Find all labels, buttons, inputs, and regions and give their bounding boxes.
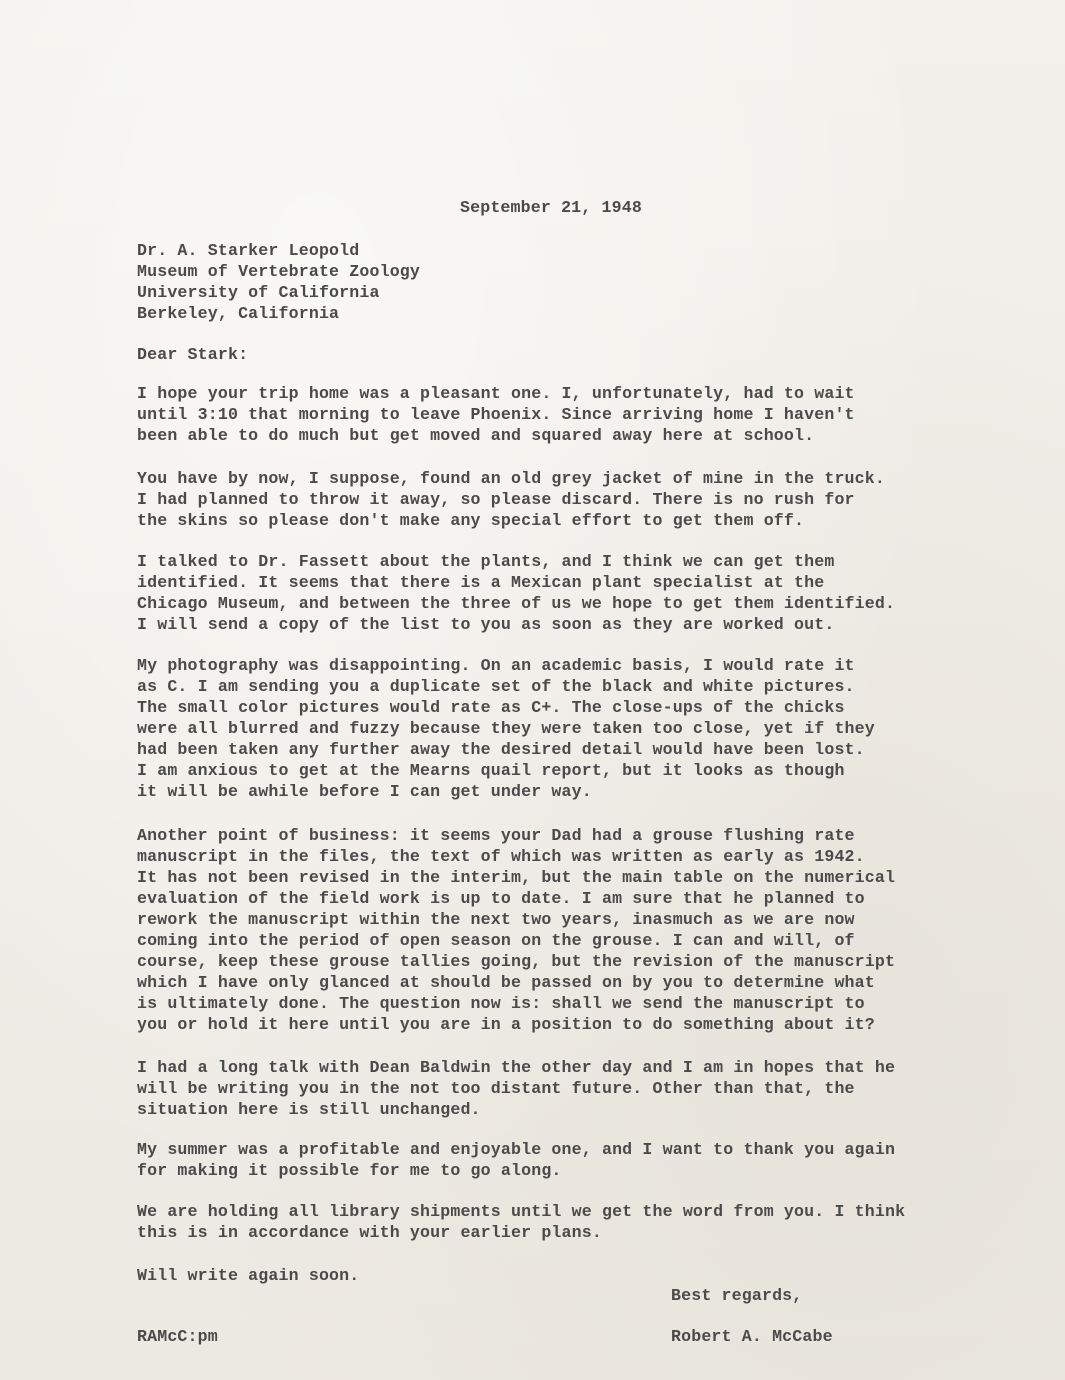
paragraph-dean-baldwin: I had a long talk with Dean Baldwin the other day and I am in hopes that he will be writing you in the not too distant future. Other than that, the situation here is still unchanged. — [137, 1058, 896, 1119]
signer-name: Robert A. McCabe — [671, 1327, 833, 1346]
closing: Best regards, — [671, 1286, 803, 1305]
paragraph-jacket: You have by now, I suppose, found an old grey jacket of mine in the truck. I had planned to throw it away, so please discard. There is no rush for the skins so please don't make any special effort to get them off. — [137, 469, 885, 530]
paragraph-grouse-manuscript: Another point of business: it seems your Dad had a grouse flushing rate manuscript in the files, the text of which was written as early as 1942. It has not been revised in the interim, but the main table on the numerical evaluation of the field work is up to date. I am sure that he planned to rework the manuscript within the next two years, inasmuch as we are now coming into the period of open season on the grouse. I can and will, of course, keep these grouse tallies going, but the revision of the manuscript which I have only glanced at should be passed on by you to determine what is ultimately done. The question now is: shall we send the manuscript to you or hold it here until you are in a position to do something about it? — [137, 826, 896, 1034]
recipient-address — [137, 240, 420, 324]
paragraph-plants: I talked to Dr. Fassett about the plants, and I think we can get them identified. It seems that there is a Mexican plant specialist at the Chicago Museum, and between the three of us we hope to get them identified. I will send a copy of the list to you as soon as they are worked out. — [137, 552, 896, 634]
recipient-institution: Museum of Vertebrate Zoology — [137, 262, 421, 281]
typist-initials: RAMcC:pm — [137, 1327, 218, 1346]
paragraph-library-shipments: We are holding all library shipments until we get the word from you. I think this is in accordance with your earlier plans. — [137, 1202, 906, 1242]
recipient-university: University of California — [137, 283, 380, 302]
recipient-city: Berkeley, California — [137, 304, 340, 323]
paragraph-trip-home: I hope your trip home was a pleasant one. I, unfortunately, had to wait until 3:10 that morning to leave Phoenix. Since arriving home I haven't been able to do much but get moved and squared away here at school. — [137, 384, 855, 445]
paragraph-photography: My photography was disappointing. On an academic basis, I would rate it as C. I am sending you a duplicate set of the black and white pictures. The small color pictures would rate as C+. The close-ups of the chicks were all blurred and fuzzy because they were taken too close, yet if they had been taken any further away the desired detail would have been lost. I am anxious to get at the Mearns quail report, but it looks as though it will be awhile before I can get under way. — [137, 656, 875, 801]
salutation: Dear Stark: — [137, 345, 249, 364]
letter-date: September 21, 1948 — [460, 198, 642, 217]
paragraph-write-again: Will write again soon. — [137, 1266, 360, 1285]
paragraph-summer-thanks: My summer was a profitable and enjoyable one, and I want to thank you again for making it possible for me to go along. — [137, 1140, 896, 1180]
recipient-name: Dr. A. Starker Leopold — [137, 241, 360, 260]
